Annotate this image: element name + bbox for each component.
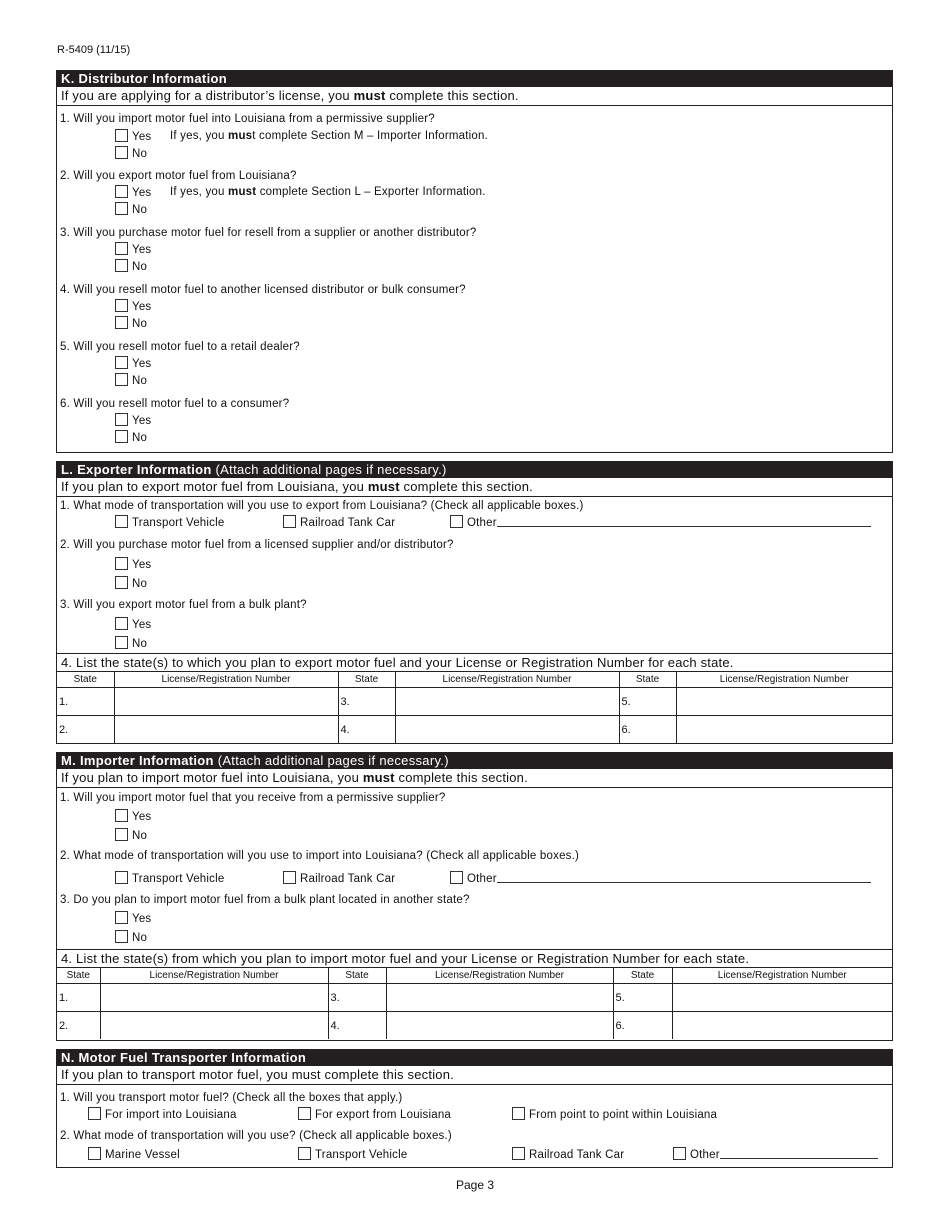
- checkbox[interactable]: [512, 1147, 525, 1160]
- k-q2-note: If yes, you must complete Section L – Exporter Information.: [170, 186, 486, 198]
- section-m-title: M. Importer Information (Attach additional pages if necessary.): [57, 753, 892, 769]
- n-q2-other[interactable]: Other: [673, 1147, 878, 1161]
- col-state: State: [619, 672, 676, 688]
- state-cell[interactable]: 1.: [57, 688, 114, 716]
- checkbox[interactable]: [115, 557, 128, 570]
- import-state-table: [57, 967, 892, 1039]
- checkbox[interactable]: [115, 129, 128, 142]
- license-cell[interactable]: [386, 1012, 613, 1040]
- col-license: License/Registration Number: [100, 968, 328, 984]
- state-cell[interactable]: 5.: [619, 688, 676, 716]
- section-k-title: K. Distributor Information: [57, 71, 892, 87]
- k-q2: 2. Will you export motor fuel from Louisiana?: [60, 170, 297, 182]
- license-cell[interactable]: [676, 688, 892, 716]
- checkbox[interactable]: [115, 911, 128, 924]
- checkbox[interactable]: [115, 617, 128, 630]
- k-q3-no[interactable]: No: [115, 259, 147, 273]
- checkbox[interactable]: [115, 316, 128, 329]
- state-cell[interactable]: 1.: [57, 984, 100, 1012]
- k-q5-no[interactable]: No: [115, 373, 147, 387]
- license-cell[interactable]: [100, 1012, 328, 1040]
- l-q2: 2. Will you purchase motor fuel from a licensed supplier and/or distributor?: [60, 539, 454, 551]
- license-cell[interactable]: [395, 716, 619, 744]
- checkbox[interactable]: [88, 1107, 101, 1120]
- l-q3: 3. Will you export motor fuel from a bulk plant?: [60, 599, 307, 611]
- section-n-instruction: If you plan to transport motor fuel, you must complete this section.: [57, 1066, 892, 1085]
- form-code: R-5409 (11/15): [57, 44, 131, 56]
- export-state-table: [57, 671, 892, 743]
- m-q3-no[interactable]: No: [115, 930, 147, 944]
- n-q1-import[interactable]: For import into Louisiana: [88, 1107, 237, 1121]
- m-q2-transport-vehicle[interactable]: Transport Vehicle: [115, 871, 224, 885]
- k-q5: 5. Will you resell motor fuel to a retail dealer?: [60, 341, 300, 353]
- k-q4-yes[interactable]: Yes: [115, 299, 151, 313]
- m-q1-yes[interactable]: Yes: [115, 809, 151, 823]
- section-l-title: L. Exporter Information (Attach additional pages if necessary.): [57, 462, 892, 478]
- checkbox[interactable]: [115, 515, 128, 528]
- n-q2: 2. What mode of transportation will you use? (Check all applicable boxes.): [60, 1130, 452, 1142]
- license-cell[interactable]: [114, 688, 338, 716]
- table-row: [57, 688, 892, 716]
- m-q3: 3. Do you plan to import motor fuel from a bulk plant located in another state?: [60, 894, 470, 906]
- k-q1: 1. Will you import motor fuel into Louisiana from a permissive supplier?: [60, 113, 435, 125]
- k-q6-no[interactable]: No: [115, 430, 147, 444]
- n-q2-railroad-tank-car[interactable]: Railroad Tank Car: [512, 1147, 624, 1161]
- col-state: State: [338, 672, 395, 688]
- section-l: [56, 461, 893, 744]
- col-license: License/Registration Number: [114, 672, 338, 688]
- table-row: [57, 1012, 892, 1040]
- other-line[interactable]: [497, 515, 871, 527]
- checkbox[interactable]: [88, 1147, 101, 1160]
- table-row: [57, 716, 892, 744]
- checkbox[interactable]: [298, 1147, 311, 1160]
- l-q2-yes[interactable]: Yes: [115, 557, 151, 571]
- k-q4: 4. Will you resell motor fuel to another licensed distributor or bulk consumer?: [60, 284, 466, 296]
- state-cell[interactable]: 5.: [613, 984, 672, 1012]
- checkbox[interactable]: [115, 242, 128, 255]
- state-cell[interactable]: 6.: [619, 716, 676, 744]
- l-q1: 1. What mode of transportation will you use to export from Louisiana? (Check all applicable boxes.): [60, 500, 584, 512]
- m-q2-railroad-tank-car[interactable]: Railroad Tank Car: [283, 871, 395, 885]
- section-m: [56, 752, 893, 1041]
- checkbox[interactable]: [115, 636, 128, 649]
- n-q1-export[interactable]: For export from Louisiana: [298, 1107, 451, 1121]
- table-row: [57, 984, 892, 1012]
- l-q3-no[interactable]: No: [115, 636, 147, 650]
- state-cell[interactable]: 2.: [57, 716, 114, 744]
- k-q2-no[interactable]: No: [115, 202, 147, 216]
- state-cell[interactable]: 6.: [613, 1012, 672, 1040]
- license-cell[interactable]: [114, 716, 338, 744]
- checkbox[interactable]: [283, 515, 296, 528]
- checkbox[interactable]: [115, 430, 128, 443]
- state-cell[interactable]: 3.: [328, 984, 386, 1012]
- m-q4: 4. List the state(s) from which you plan to import motor fuel and your License or Registration Number for each state.: [57, 949, 892, 967]
- k-q6-yes[interactable]: Yes: [115, 413, 151, 427]
- checkbox[interactable]: [115, 809, 128, 822]
- checkbox[interactable]: [512, 1107, 525, 1120]
- k-q1-yes[interactable]: Yes: [115, 129, 151, 143]
- m-q1-no[interactable]: No: [115, 828, 147, 842]
- col-license: License/Registration Number: [395, 672, 619, 688]
- l-q1-other[interactable]: Other: [450, 515, 871, 529]
- col-state: State: [57, 672, 114, 688]
- checkbox[interactable]: [115, 259, 128, 272]
- m-q3-yes[interactable]: Yes: [115, 911, 151, 925]
- license-cell[interactable]: [672, 1012, 892, 1040]
- state-cell[interactable]: 2.: [57, 1012, 100, 1040]
- section-k: [56, 70, 893, 453]
- col-state: State: [613, 968, 672, 984]
- checkbox[interactable]: [298, 1107, 311, 1120]
- checkbox[interactable]: [673, 1147, 686, 1160]
- col-state: State: [328, 968, 386, 984]
- n-q1-point-to-point[interactable]: From point to point within Louisiana: [512, 1107, 717, 1121]
- checkbox[interactable]: [115, 185, 128, 198]
- checkbox[interactable]: [283, 871, 296, 884]
- other-line[interactable]: [720, 1147, 878, 1159]
- license-cell[interactable]: [386, 984, 613, 1012]
- k-q5-yes[interactable]: Yes: [115, 356, 151, 370]
- m-q2: 2. What mode of transportation will you use to import into Louisiana? (Check all applicable boxes.): [60, 850, 580, 862]
- page-number: Page 3: [455, 1178, 495, 1192]
- k-q3-yes[interactable]: Yes: [115, 242, 151, 256]
- checkbox[interactable]: [115, 576, 128, 589]
- license-cell[interactable]: [676, 716, 892, 744]
- checkbox[interactable]: [115, 413, 128, 426]
- k-q6: 6. Will you resell motor fuel to a consumer?: [60, 398, 290, 410]
- license-cell[interactable]: [672, 984, 892, 1012]
- k-q2-yes[interactable]: Yes: [115, 185, 151, 199]
- checkbox[interactable]: [115, 373, 128, 386]
- checkbox[interactable]: [115, 146, 128, 159]
- section-k-instruction: If you are applying for a distributor’s license, you must complete this section.: [57, 87, 892, 106]
- l-q4: 4. List the state(s) to which you plan to export motor fuel and your License or Registration Number for each state.: [57, 653, 892, 671]
- n-q1: 1. Will you transport motor fuel? (Check all the boxes that apply.): [60, 1092, 403, 1104]
- checkbox[interactable]: [115, 871, 128, 884]
- col-license: License/Registration Number: [676, 672, 892, 688]
- k-q4-no[interactable]: No: [115, 316, 147, 330]
- m-q1: 1. Will you import motor fuel that you receive from a permissive supplier?: [60, 792, 446, 804]
- col-license: License/Registration Number: [672, 968, 892, 984]
- col-license: License/Registration Number: [386, 968, 613, 984]
- checkbox[interactable]: [450, 871, 463, 884]
- l-q3-yes[interactable]: Yes: [115, 617, 151, 631]
- n-q2-marine-vessel[interactable]: Marine Vessel: [88, 1147, 180, 1161]
- col-state: State: [57, 968, 100, 984]
- checkbox[interactable]: [115, 356, 128, 369]
- license-cell[interactable]: [395, 688, 619, 716]
- checkbox[interactable]: [115, 930, 128, 943]
- checkbox[interactable]: [450, 515, 463, 528]
- section-l-instruction: If you plan to export motor fuel from Louisiana, you must complete this section.: [57, 478, 892, 497]
- l-q1-railroad-tank-car[interactable]: Railroad Tank Car: [283, 515, 395, 529]
- l-q2-no[interactable]: No: [115, 576, 147, 590]
- state-cell[interactable]: 4.: [338, 716, 395, 744]
- other-line[interactable]: [497, 871, 871, 883]
- state-cell[interactable]: 3.: [338, 688, 395, 716]
- m-q2-other[interactable]: Other: [450, 871, 871, 885]
- k-q1-no[interactable]: No: [115, 146, 147, 160]
- state-cell[interactable]: 4.: [328, 1012, 386, 1040]
- section-n: [56, 1049, 893, 1168]
- k-q3: 3. Will you purchase motor fuel for resell from a supplier or another distributor?: [60, 227, 477, 239]
- section-m-instruction: If you plan to import motor fuel into Louisiana, you must complete this section.: [57, 769, 892, 788]
- section-n-title: N. Motor Fuel Transporter Information: [57, 1050, 892, 1066]
- checkbox[interactable]: [115, 828, 128, 841]
- l-q1-transport-vehicle[interactable]: Transport Vehicle: [115, 515, 224, 529]
- checkbox[interactable]: [115, 202, 128, 215]
- checkbox[interactable]: [115, 299, 128, 312]
- n-q2-transport-vehicle[interactable]: Transport Vehicle: [298, 1147, 407, 1161]
- license-cell[interactable]: [100, 984, 328, 1012]
- k-q1-note: If yes, you must complete Section M – Importer Information.: [170, 130, 488, 142]
